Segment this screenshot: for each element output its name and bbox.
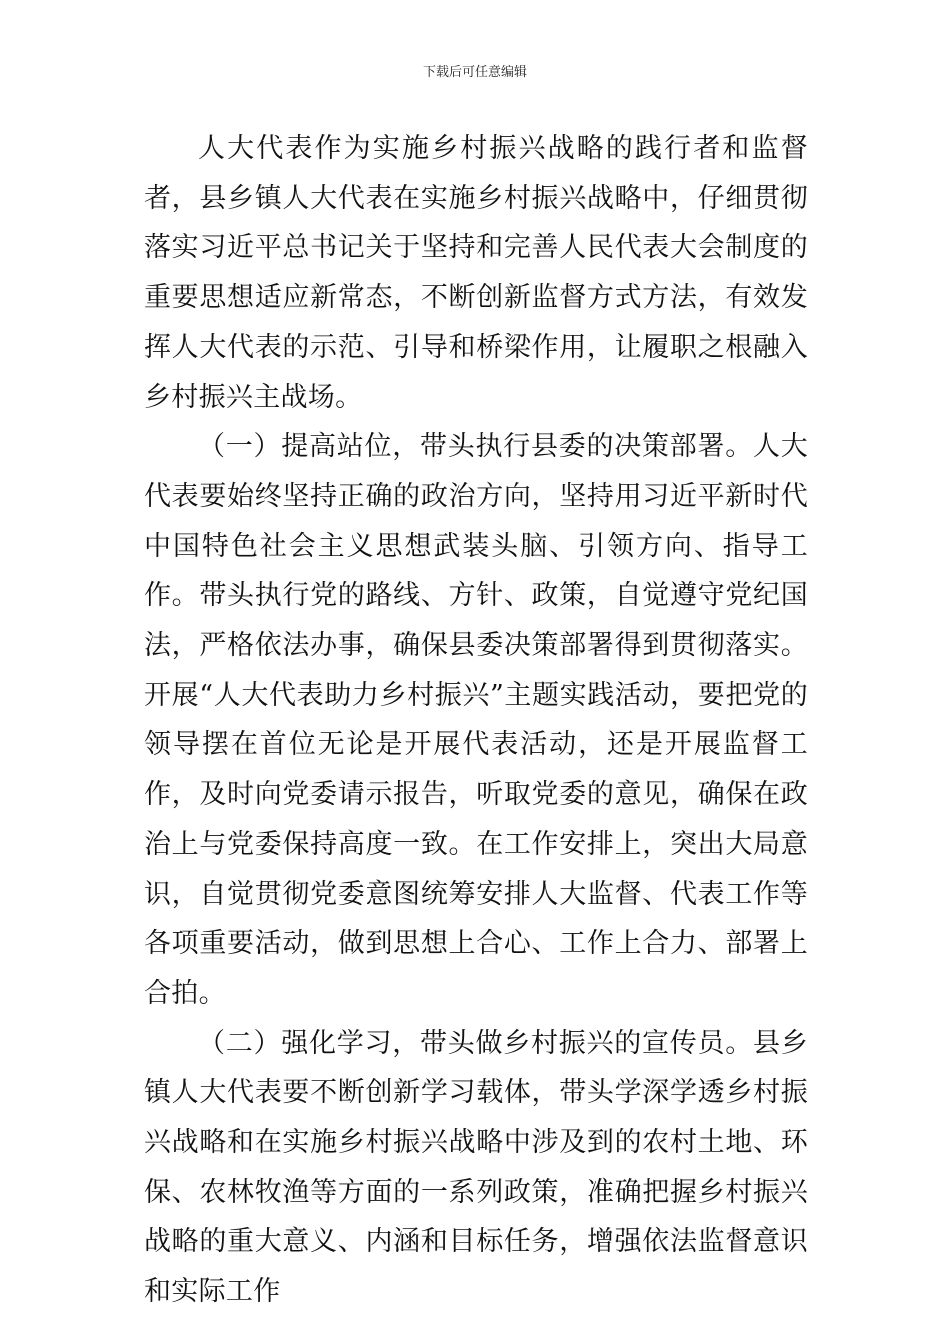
page-header: 下载后可任意编辑 — [422, 65, 527, 80]
paragraph-section-1: （一）提高站位，带头执行县委的决策部署。人大代表要始终坚持正确的政治方向，坚持用习近平新时代中国特色社会主义思想武装头脑、引领方向、指导工作。带头执行党的路线、方针、政策，自觉遵守党纪国法，严格依法办事，确保县委决策部署得到贯彻落实。开展“人大代表助力乡村振兴”主题实践活动，要把党的领导摆在首位无论是开展代表活动，还是开展监督工作，及时向党委请示报告，听取党委的意见，确保在政治上与党委保持高度一致。在工作安排上，突出大局意识，自觉贯彻党委意图统筹安排人大监督、代表工作等各项重要活动，做到思想上合心、工作上合力、部署上合拍。 — [144, 431, 808, 1009]
paragraph-section-2: （二）强化学习，带头做乡村振兴的宣传员。县乡镇人大代表要不断创新学习载体，带头学深学透乡村振兴战略和在实施乡村振兴战略中涉及到的农村土地、环保、农林牧渔等方面的一系列政策，准确把握乡村振兴战略的重大意义、内涵和目标任务，增强依法监督意识和实际工作 — [144, 1027, 808, 1308]
document-body — [144, 124, 808, 1317]
paragraph-intro: 人大代表作为实施乡村振兴战略的践行者和监督者，县乡镇人大代表在实施乡村振兴战略中，仔细贯彻落实习近平总书记关于坚持和完善人民代表大会制度的重要思想适应新常态，不断创新监督方式方法，有效发挥人大代表的示范、引导和桥梁作用，让履职之根融入乡村振兴主战场。 — [144, 133, 808, 413]
